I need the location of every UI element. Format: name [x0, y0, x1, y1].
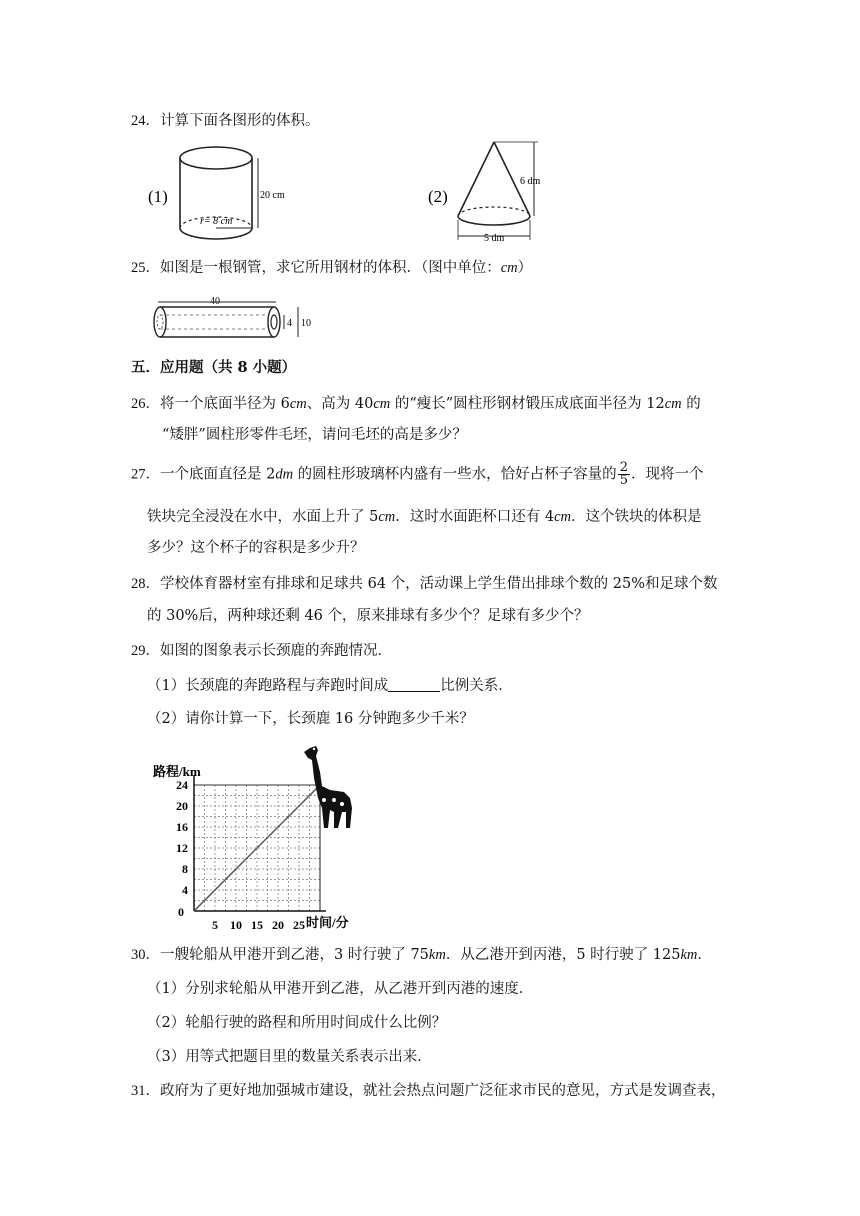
x-tick-label: 10 — [230, 918, 242, 932]
q26-line1 — [131, 394, 701, 414]
q26-unit-1: cm — [289, 396, 307, 412]
q29-sub1-text-a: （1）长颈鹿的奔跑路程与奔跑时间成 — [147, 678, 389, 694]
q30-text-a: 一艘轮船从甲港开到乙港，3 时行驶了 75 — [160, 947, 429, 963]
fraction-denominator: 5 — [619, 473, 628, 488]
y-tick-label: 16 — [176, 820, 188, 834]
q29-line1 — [131, 641, 392, 661]
q27-text-e: ．这时水面距杯口还有 4 — [395, 509, 555, 525]
q30-unit-1: km — [428, 947, 446, 963]
q26-text-d: 的 — [681, 396, 701, 412]
series-line — [194, 785, 320, 911]
q31-line1 — [131, 1081, 726, 1101]
q28-number: 28． — [131, 576, 160, 592]
q26-unit-3: cm — [664, 396, 682, 412]
q27-text-d: 铁块完全浸没在水中，水面上升了 5 — [147, 509, 379, 525]
q31-number: 31． — [131, 1083, 160, 1099]
q29-sub2: （2）请你计算一下，长颈鹿 16 分钟跑多少千米？ — [147, 711, 474, 727]
q27-unit-1: dm — [275, 466, 294, 483]
q24-number: 24． — [131, 113, 160, 129]
q28-line1 — [131, 574, 718, 594]
x-tick-label: 5 — [212, 918, 218, 932]
q27-text-f: ．这个铁块的体积是 — [571, 509, 702, 525]
chart-series — [194, 785, 320, 911]
q30-number: 30． — [131, 947, 160, 963]
fig1-label: (1) — [148, 187, 168, 206]
q27-text-b: 的圆柱形玻璃杯内盛有一些水，恰好占杯子容量的 — [293, 466, 617, 483]
fraction-numerator: 2 — [619, 460, 628, 475]
q29-sub1-text-b: 比例关系． — [440, 678, 513, 694]
q30-sub3: （3）用等式把题目里的数量关系表示出来． — [147, 1049, 432, 1065]
q25-number: 25． — [131, 260, 160, 276]
y-tick-label: 8 — [182, 862, 188, 876]
q29-sub1 — [147, 676, 513, 696]
giraffe-icon — [304, 746, 352, 828]
pipe-inner-diameter-label: 4 — [287, 318, 292, 329]
q27-line3: 多少？这个杯子的容积是多少升？ — [147, 540, 365, 556]
q26-number: 26． — [131, 396, 160, 412]
q26-text-c: 的“瘦长”圆柱形钢材锻压成底面半径为 12 — [390, 396, 665, 412]
q27-text-c: ．现将一个 — [630, 466, 704, 483]
q25-text — [131, 258, 532, 278]
q25-prompt-b: ） — [517, 260, 533, 276]
cylinder-figure — [148, 147, 285, 239]
cone-figure — [428, 142, 541, 244]
q27-unit-2: cm — [378, 509, 396, 525]
y-tick-label: 4 — [182, 883, 188, 897]
q30-line1 — [131, 945, 712, 965]
q30-sub2: （2）轮船行驶的路程和所用时间成什么比例？ — [147, 1015, 447, 1031]
q29-answer-blank[interactable] — [388, 677, 440, 692]
q24-text — [131, 111, 320, 131]
q27-number: 27． — [131, 466, 160, 483]
q25-prompt-a: 如图是一根钢管，求它所用钢材的体积．（图中单位： — [160, 260, 501, 276]
q24-prompt: 计算下面各图形的体积。 — [160, 113, 320, 129]
q25-unit: cm — [500, 260, 518, 276]
x-tick-label: 25 — [293, 918, 305, 932]
q29-text: 如图的图象表示长颈鹿的奔跑情况． — [160, 643, 392, 659]
q30-text-c: ． — [697, 947, 712, 963]
q30-unit-2: km — [680, 947, 698, 963]
fig2-label: (2) — [428, 187, 448, 206]
fig2-diameter-label: 5 dm — [484, 233, 505, 244]
fig1-height-label: 20 cm — [260, 190, 285, 201]
y-tick-label: 24 — [176, 778, 188, 792]
x-tick-label: 15 — [251, 918, 263, 932]
q27-line2 — [147, 507, 702, 527]
q26-unit-2: cm — [373, 396, 391, 412]
q31-text: 政府为了更好地加强城市建设，就社会热点问题广泛征求市民的意见，方式是发调查表， — [160, 1083, 726, 1099]
q28-line2: 的 30%后，两种球还剩 46 个，原来排球有多少个？足球有多少个？ — [147, 608, 589, 624]
fig2-height-label: 6 dm — [520, 176, 541, 187]
q29-number: 29． — [131, 643, 160, 659]
x-tick-label: 20 — [272, 918, 284, 932]
origin-label: 0 — [178, 905, 184, 919]
q27-line1 — [131, 462, 703, 487]
q27-text-a: 一个底面直径是 2 — [160, 466, 276, 483]
q28-text-a: 学校体育器材室有排球和足球共 64 个，活动课上学生借出排球个数的 25%和足球个数 — [160, 576, 718, 592]
pipe-length-label: 40 — [210, 296, 220, 307]
giraffe-distance-time-chart — [150, 740, 365, 936]
q30-sub1: （1）分别求轮船从甲港开到乙港，从乙港开到丙港的速度． — [147, 981, 534, 997]
q26-text-b: 、高为 40 — [306, 396, 374, 412]
q30-text-b: ．从乙港开到丙港，5 时行驶了 125 — [445, 947, 681, 963]
q26-text-a: 将一个底面半径为 6 — [160, 396, 290, 412]
q26-line2: “矮胖”圆柱形零件毛坯，请问毛坯的高是多少？ — [162, 427, 467, 443]
y-tick-label: 12 — [176, 841, 188, 855]
x-axis-label: 时间/分 — [306, 915, 349, 930]
q27-fraction — [618, 462, 630, 487]
q24-figures — [146, 140, 546, 250]
y-tick-label: 20 — [176, 799, 188, 813]
fig1-radius-label: r= 8 cm — [200, 216, 233, 227]
q27-unit-3: cm — [554, 509, 572, 525]
y-axis-label: 路程/km — [153, 764, 201, 779]
q25-steel-pipe-figure — [148, 292, 324, 342]
section-5-title: 五．应用题（共 8 小题） — [131, 359, 297, 376]
pipe-outer-diameter-label: 10 — [301, 318, 311, 329]
